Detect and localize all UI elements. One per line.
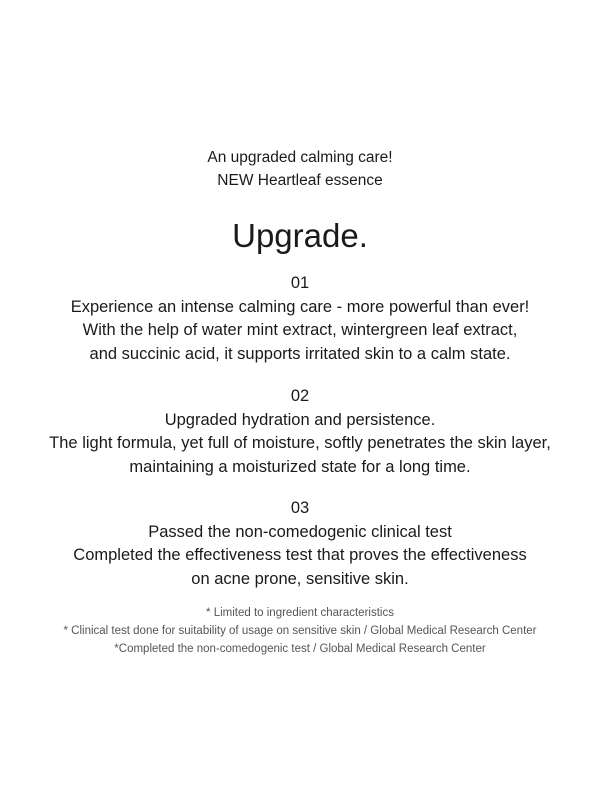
intro-line-1: An upgraded calming care! bbox=[207, 149, 393, 166]
feature-section-01 bbox=[0, 272, 600, 366]
section-number: 03 bbox=[290, 499, 310, 517]
feature-section-03 bbox=[0, 497, 600, 591]
section-line: With the help of water mint extract, wintergreen leaf extract, bbox=[82, 321, 518, 339]
section-line: Completed the effectiveness test that proves the effectiveness bbox=[73, 546, 527, 564]
section-line: Experience an intense calming care - more powerful than ever! bbox=[70, 297, 530, 316]
section-line: Passed the non-comedogenic clinical test bbox=[148, 522, 452, 541]
feature-section-02 bbox=[0, 385, 600, 479]
section-number: 02 bbox=[290, 387, 310, 405]
intro-line-2: NEW Heartleaf essence bbox=[217, 172, 383, 189]
headline: Upgrade. bbox=[232, 217, 368, 254]
footnote: *Completed the non-comedogenic test / Global Medical Research Center bbox=[114, 643, 486, 655]
section-number: 01 bbox=[290, 274, 310, 292]
section-line: maintaining a moisturized state for a long time. bbox=[129, 457, 471, 476]
footnote: * Limited to ingredient characteristics bbox=[206, 607, 394, 619]
section-line: The light formula, yet full of moisture, softly penetrates the skin layer, bbox=[49, 434, 551, 452]
section-line: on acne prone, sensitive skin. bbox=[191, 569, 409, 588]
section-line: Upgraded hydration and persistence. bbox=[164, 410, 436, 429]
intro-text bbox=[0, 146, 600, 192]
footnote: * Clinical test done for suitability of usage on sensitive skin / Global Medical Research Center bbox=[63, 625, 537, 637]
footnotes bbox=[0, 604, 600, 658]
section-line: and succinic acid, it supports irritated skin to a calm state. bbox=[89, 344, 511, 363]
